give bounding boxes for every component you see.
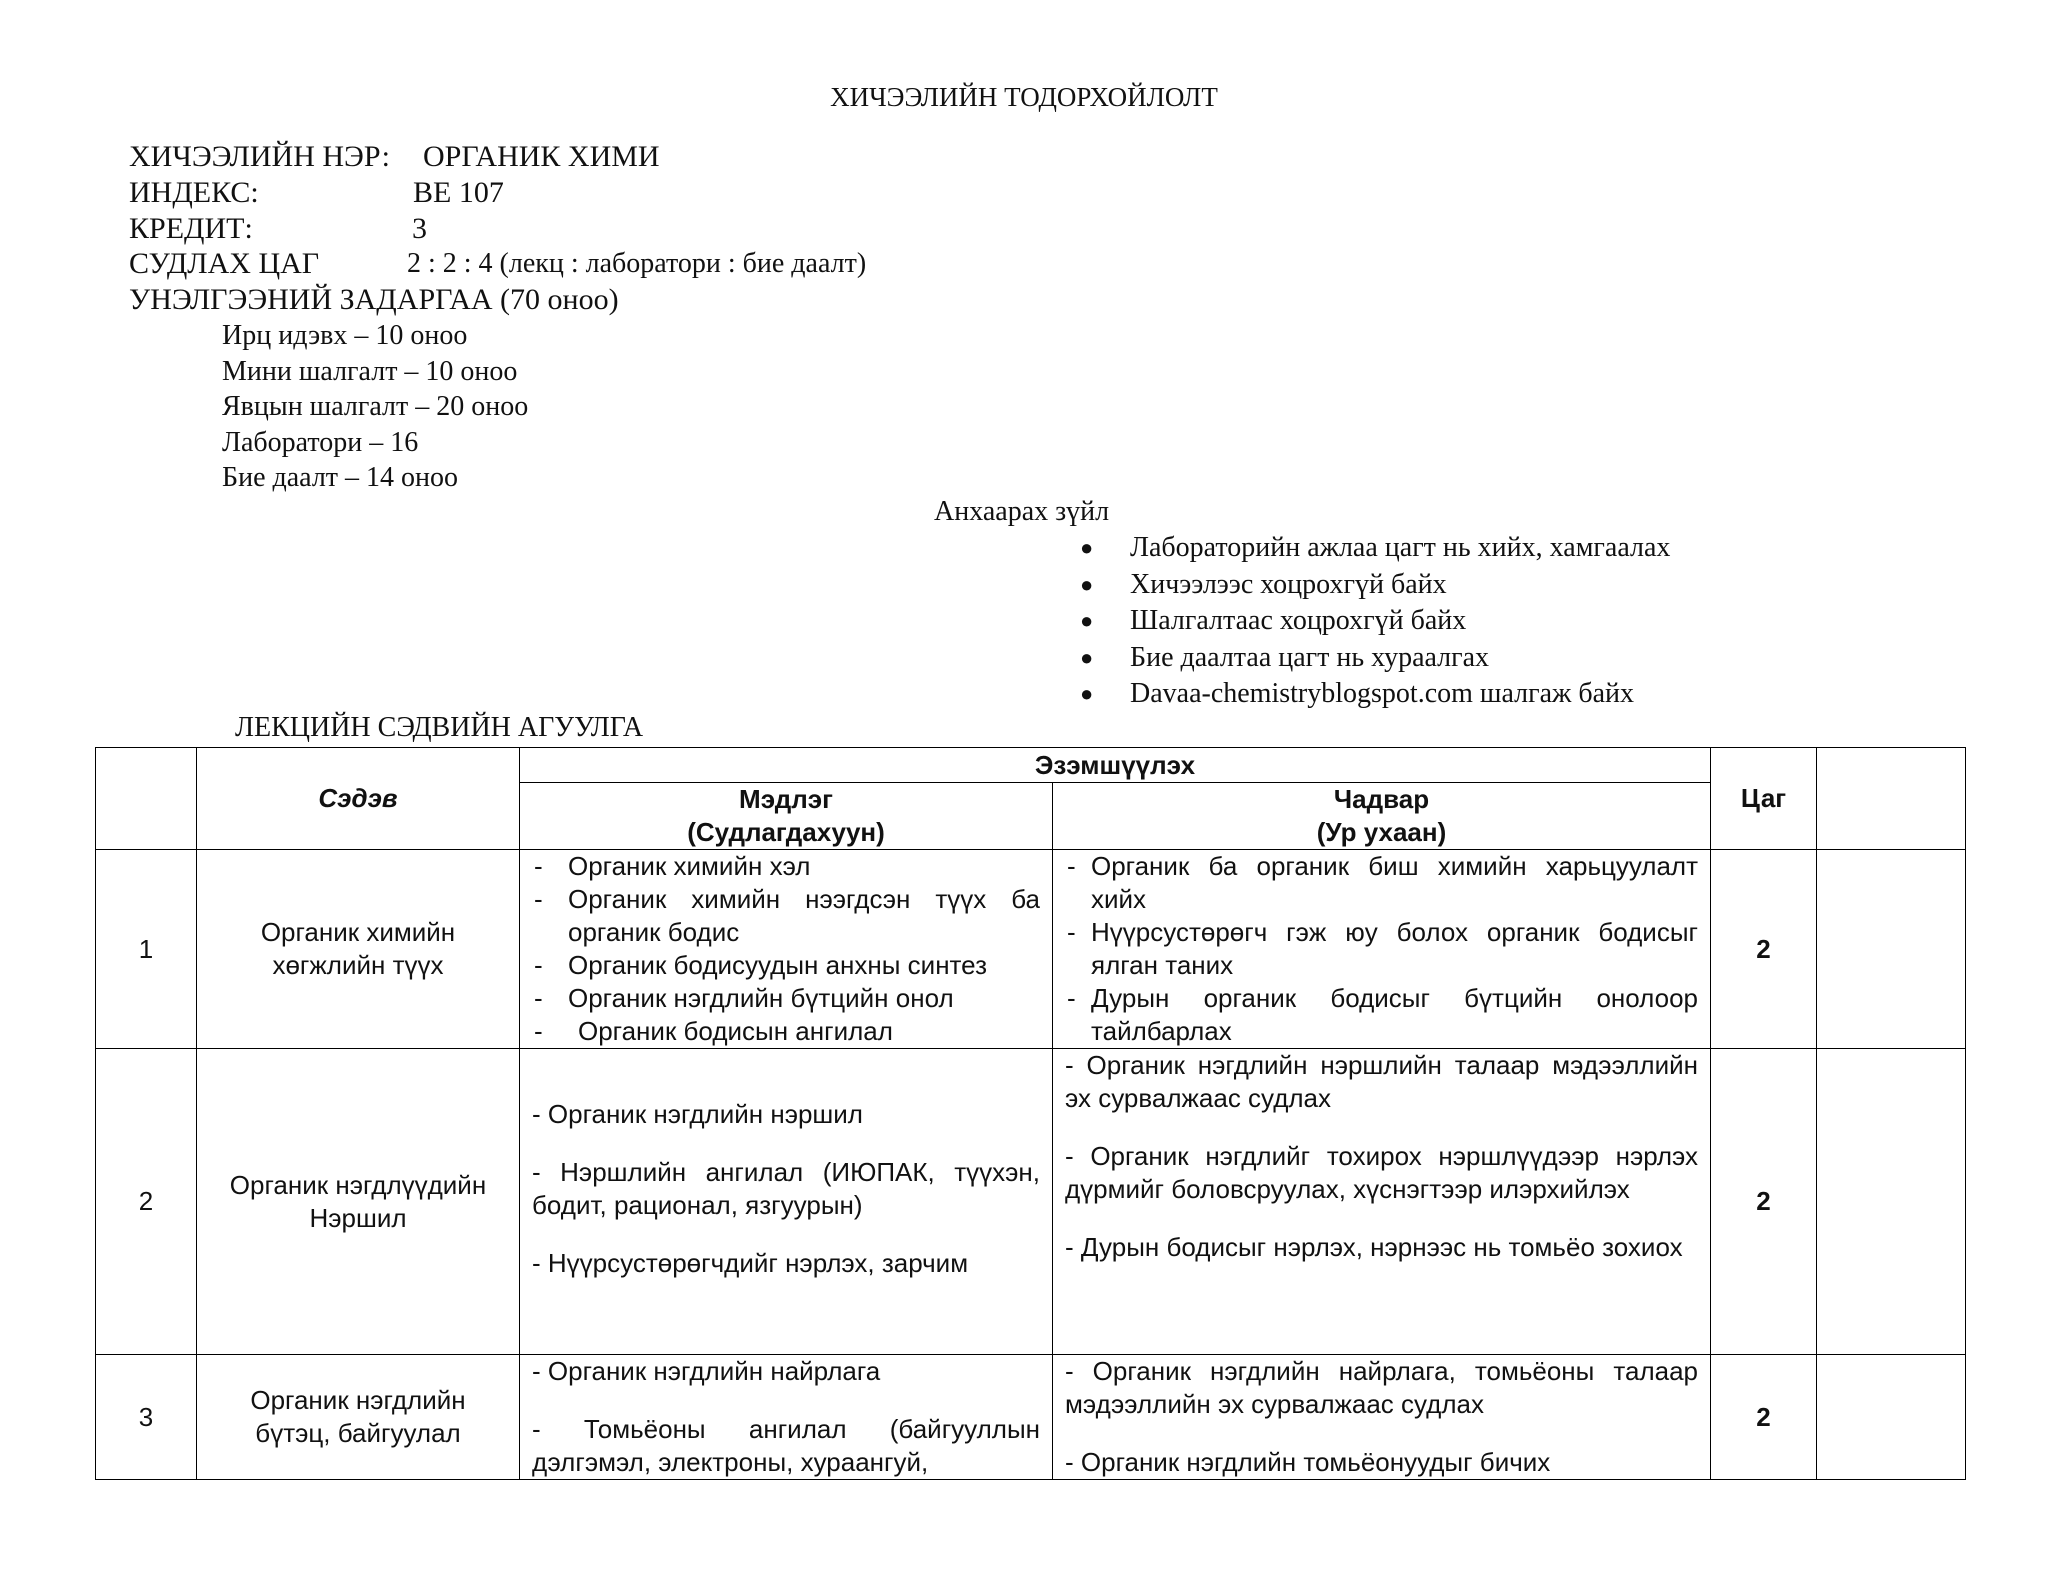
table-row — [96, 1049, 1966, 1355]
header-skill-title: Чадвар — [1333, 784, 1430, 814]
header-knowledge-title: Мэдлэг — [739, 784, 833, 814]
notes-heading: Анхаарах зүйл — [934, 496, 1110, 527]
course-credit-line — [129, 212, 427, 246]
row-hours: 2 — [1711, 1355, 1817, 1480]
bullet-icon: ● — [1080, 535, 1094, 560]
knowledge-item: - Томьёоны ангилал (байгууллын дэлгэмэл, электроны, хураангуй, — [532, 1414, 1040, 1477]
course-name-label: ХИЧЭЭЛИЙН НЭР: — [129, 140, 390, 173]
header-acquire: Эзэмшүүлэх — [520, 748, 1711, 783]
header-empty-cell — [1817, 748, 1966, 850]
row-number: 3 — [96, 1355, 197, 1480]
course-index-line — [129, 176, 504, 210]
knowledge-item: - Органик бодисын ангилал — [534, 1016, 893, 1046]
notes-list-item — [1080, 676, 1670, 713]
row-empty-cell — [1817, 1355, 1966, 1480]
course-hours-line — [129, 247, 867, 281]
row-topic: Органик химийн хөгжлийн түүх — [197, 850, 520, 1049]
header-knowledge — [520, 783, 1053, 850]
notes-list — [1080, 530, 1670, 713]
assessment-item: Бие даалт – 14 оноо — [222, 462, 459, 493]
course-name-value: ОРГАНИК ХИМИ — [423, 140, 660, 173]
bullet-icon: ● — [1080, 571, 1094, 597]
row-knowledge — [520, 1355, 1053, 1480]
skill-item: - Нүүрсустөрөгч гэж юу болох органик бодисыг ялган таних — [1067, 917, 1699, 980]
row-empty-cell — [1817, 850, 1966, 1049]
note-text: Бие даалтаа цагт нь хураалгах — [1130, 641, 1490, 673]
bullet-icon: ● — [1080, 608, 1094, 633]
course-name-line — [129, 140, 660, 174]
header-number-cell — [96, 748, 197, 850]
notes-list-item — [1080, 567, 1670, 604]
course-hours-label: СУДЛАХ ЦАГ — [129, 247, 320, 280]
lecture-topics-heading: ЛЕКЦИЙН СЭДВИЙН АГУУЛГА — [235, 712, 644, 743]
row-knowledge — [520, 1049, 1053, 1355]
notes-list-item — [1080, 640, 1670, 677]
row-topic: Органик нэгдлүүдийн Нэршил — [197, 1049, 520, 1355]
skill-item: - Органик нэгдлийн нэршлийн талаар мэдээллийн эх сурвалжаас судлах — [1065, 1050, 1699, 1113]
skill-item: - Органик нэгдлийг тохирох нэршлүүдээр нэрлэх дүрмийг боловсруулах, хүснэгтээр илэрхийлэх — [1065, 1141, 1699, 1204]
skill-item: - Органик ба органик биш химийн харьцуулалт хийх — [1067, 851, 1699, 914]
header-skill — [1053, 783, 1711, 850]
course-index-value: BE 107 — [413, 176, 504, 209]
knowledge-item: - Органик бодисуудын анхны синтез — [534, 950, 987, 980]
row-number: 1 — [96, 850, 197, 1049]
assessment-heading: УНЭЛГЭЭНИЙ ЗАДАРГАА (70 оноо) — [129, 283, 619, 316]
note-text: Davaa-chemistryblogspot.com шалгаж байх — [1130, 678, 1635, 709]
skill-item: - Органик нэгдлийн томьёонуудыг бичих — [1065, 1447, 1551, 1477]
skill-item: - Дурын органик бодисыг бүтцийн онолоор тайлбарлах — [1067, 983, 1699, 1046]
knowledge-item: - Органик нэгдлийн найрлага — [532, 1356, 881, 1386]
knowledge-item: - Органик нэгдлийн нэршил — [532, 1099, 863, 1129]
course-credit-label: КРЕДИТ: — [129, 212, 253, 245]
note-text: Хичээлээс хоцрохгүй байх — [1130, 568, 1447, 600]
table-row — [96, 1355, 1966, 1480]
assessment-item: Лаборатори – 16 — [222, 427, 419, 458]
knowledge-item: - Органик химийн хэл — [534, 851, 811, 881]
skill-item: - Органик нэгдлийн найрлага, томьёоны талаар мэдээллийн эх сурвалжаас судлах — [1065, 1356, 1699, 1419]
course-hours-value: 2 : 2 : 4 (лекц : лаборатори : бие даалт) — [407, 248, 867, 279]
row-skills — [1053, 1355, 1711, 1480]
knowledge-item: - Нэршлийн ангилал (ИЮПАК, түүхэн, бодит, рационал, язгуурын) — [532, 1157, 1040, 1220]
knowledge-item: - Органик химийн нээгдсэн түүх ба органик бодис — [534, 884, 1040, 947]
note-text: Шалгалтаас хоцрохгүй байх — [1130, 605, 1467, 636]
notes-list-item — [1080, 603, 1670, 640]
row-knowledge — [520, 850, 1053, 1049]
row-empty-cell — [1817, 1049, 1966, 1355]
header-skill-sub: (Ур ухаан) — [1316, 817, 1447, 847]
bullet-icon: ● — [1080, 681, 1094, 706]
course-credit-value: 3 — [412, 212, 427, 245]
table-row — [96, 850, 1966, 1049]
row-hours: 2 — [1711, 1049, 1817, 1355]
skill-item: - Дурын бодисыг нэрлэх, нэрнээс нь томьёо зохиох — [1065, 1232, 1683, 1262]
lecture-topics-table — [95, 747, 1966, 1480]
header-knowledge-sub: (Судлагдахуун) — [687, 817, 885, 847]
table-header-row — [96, 748, 1966, 783]
note-text: Лабораторийн ажлаа цагт нь хийх, хамгаалах — [1130, 532, 1671, 563]
page-title: ХИЧЭЭЛИЙН ТОДОРХОЙЛОЛТ — [830, 82, 1218, 112]
notes-list-item — [1080, 530, 1670, 567]
row-skills — [1053, 850, 1711, 1049]
assessment-item: Мини шалгалт – 10 оноо — [222, 356, 518, 387]
header-hours: Цаг — [1711, 748, 1817, 850]
row-skills — [1053, 1049, 1711, 1355]
knowledge-item: - Органик нэгдлийн бүтцийн онол — [534, 983, 954, 1013]
row-topic: Органик нэгдлийн бүтэц, байгуулал — [197, 1355, 520, 1480]
knowledge-item: - Нүүрсустөрөгчдийг нэрлэх, зарчим — [532, 1248, 969, 1278]
assessment-item: Явцын шалгалт – 20 оноо — [222, 391, 529, 422]
course-index-label: ИНДЕКС: — [129, 176, 259, 209]
bullet-icon: ● — [1080, 644, 1094, 670]
assessment-item: Ирц идэвх – 10 оноо — [222, 320, 468, 351]
row-number: 2 — [96, 1049, 197, 1355]
row-hours: 2 — [1711, 850, 1817, 1049]
header-topic: Сэдэв — [197, 748, 520, 850]
